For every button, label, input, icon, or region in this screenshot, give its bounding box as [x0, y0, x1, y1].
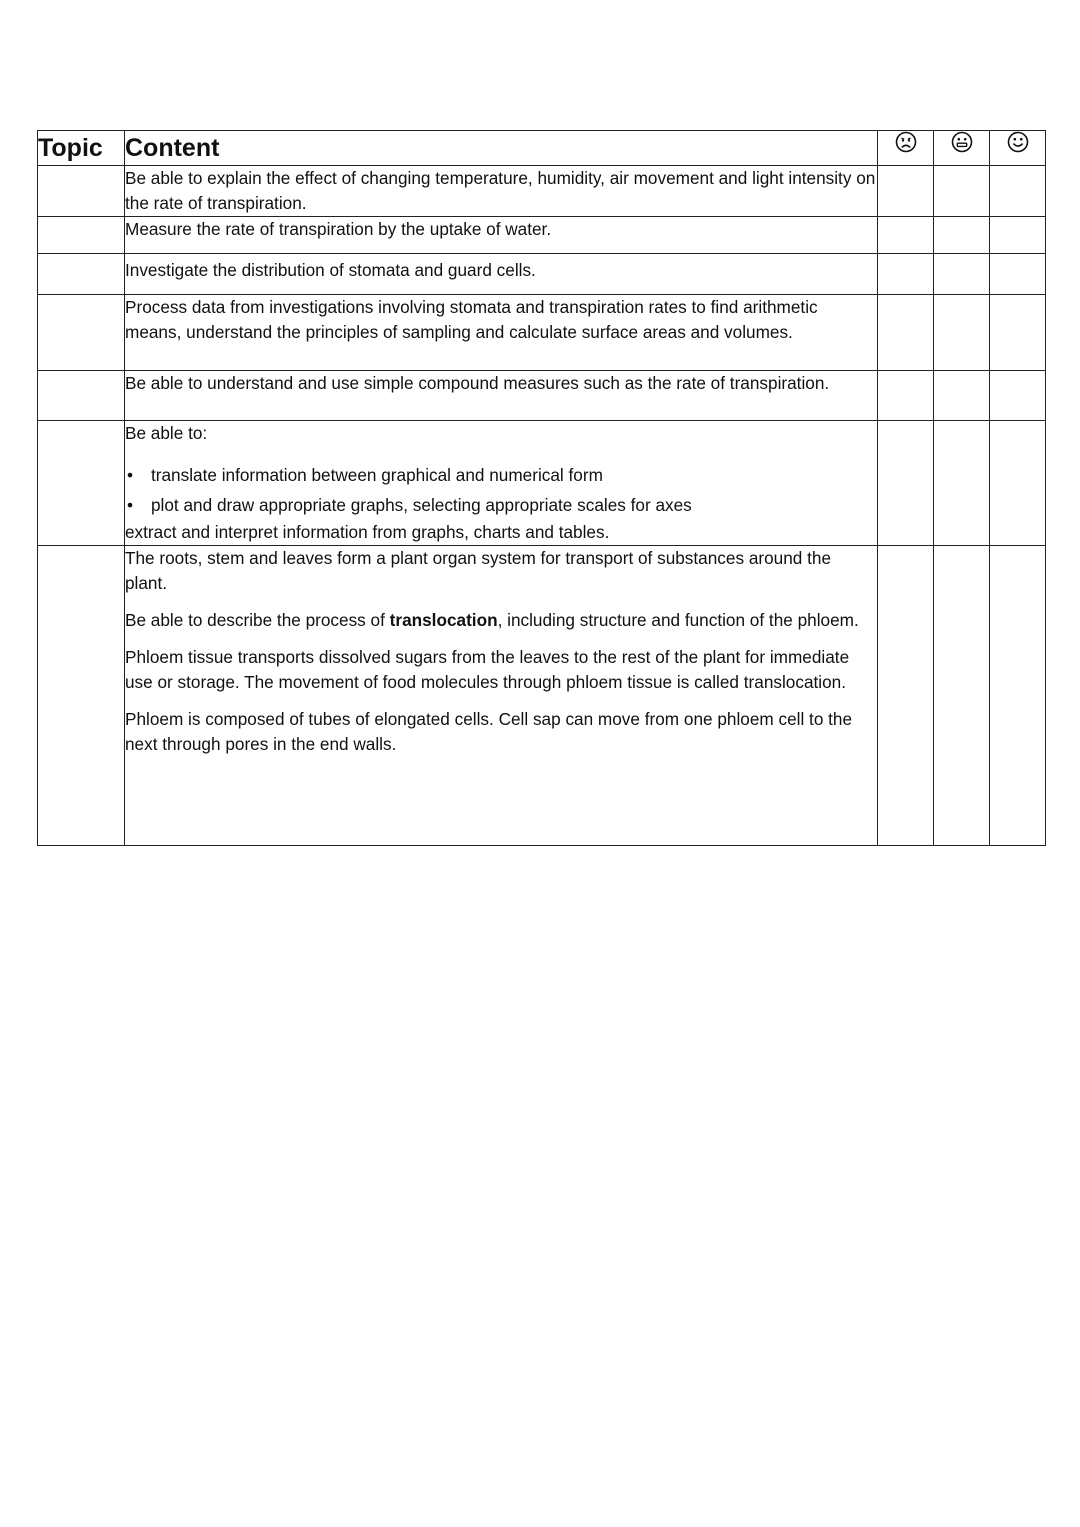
happy-rating-cell[interactable] [990, 166, 1046, 217]
happy-face-header [990, 131, 1046, 166]
bullet-list [125, 460, 877, 520]
sad-rating-cell[interactable] [878, 295, 934, 371]
list-item: • plot and draw appropriate graphs, selecting appropriate scales for axes [125, 490, 877, 520]
content-cell [125, 217, 878, 254]
neutral-rating-cell[interactable] [934, 217, 990, 254]
neutral-face-icon [951, 131, 973, 153]
neutral-rating-cell[interactable] [934, 166, 990, 217]
bold-term: translocation [389, 610, 498, 630]
content-paragraph: Phloem tissue transports dissolved sugars from the leaves to the rest of the plant for immediate use or storage. The movement of food molecules through phloem tissue is called translocation. [125, 647, 850, 692]
content-text: Investigate the distribution of stomata and guard cells. [125, 260, 536, 280]
content-paragraph: The roots, stem and leaves form a plant organ system for transport of substances around the plant. [125, 548, 832, 593]
content-cell [125, 371, 878, 421]
content-cell [125, 421, 878, 546]
content-text: Measure the rate of transpiration by the uptake of water. [125, 219, 552, 239]
table-row [38, 166, 1046, 217]
content-text: Be able to understand and use simple compound measures such as the rate of transpiration. [125, 373, 830, 393]
content-text: Be able to explain the effect of changing temperature, humidity, air movement and light intensity on the rate of transpiration. [125, 168, 876, 213]
sad-rating-cell[interactable] [878, 421, 934, 546]
table-row [38, 295, 1046, 371]
content-text: Process data from investigations involving stomata and transpiration rates to find arithmetic means, understand the principles of sampling and calculate surface areas and volumes. [125, 297, 818, 342]
topic-header: Topic [38, 131, 125, 166]
table-row [38, 217, 1046, 254]
sad-face-header [878, 131, 934, 166]
content-cell [125, 166, 878, 217]
happy-rating-cell[interactable] [990, 421, 1046, 546]
table-row [38, 421, 1046, 546]
happy-rating-cell[interactable] [990, 295, 1046, 371]
neutral-rating-cell[interactable] [934, 546, 990, 846]
neutral-face-header [934, 131, 990, 166]
content-paragraph [125, 608, 877, 633]
header-row [38, 131, 1046, 166]
happy-rating-cell[interactable] [990, 546, 1046, 846]
sad-rating-cell[interactable] [878, 371, 934, 421]
neutral-rating-cell[interactable] [934, 254, 990, 295]
table-row [38, 546, 1046, 846]
topic-cell [38, 166, 125, 217]
happy-rating-cell[interactable] [990, 254, 1046, 295]
topic-cell [38, 254, 125, 295]
neutral-rating-cell[interactable] [934, 371, 990, 421]
list-item: • translate information between graphical and numerical form [125, 460, 877, 490]
neutral-rating-cell[interactable] [934, 295, 990, 371]
paragraph-text: Be able to describe the process of [125, 610, 390, 630]
sad-rating-cell[interactable] [878, 217, 934, 254]
content-cell [125, 546, 878, 846]
table-row [38, 254, 1046, 295]
sad-face-icon [895, 131, 917, 153]
neutral-rating-cell[interactable] [934, 421, 990, 546]
content-paragraph: Phloem is composed of tubes of elongated cells. Cell sap can move from one phloem cell to the next through pores in the end walls. [125, 709, 853, 754]
content-cell [125, 295, 878, 371]
happy-rating-cell[interactable] [990, 371, 1046, 421]
content-intro: Be able to: [125, 423, 208, 443]
topic-checklist-table [37, 130, 1046, 846]
content-text: extract and interpret information from graphs, charts and tables. [125, 522, 610, 542]
happy-rating-cell[interactable] [990, 217, 1046, 254]
topic-cell [38, 295, 125, 371]
content-header: Content [125, 131, 878, 166]
topic-cell [38, 217, 125, 254]
sad-rating-cell[interactable] [878, 166, 934, 217]
content-cell [125, 254, 878, 295]
sad-rating-cell[interactable] [878, 254, 934, 295]
sad-rating-cell[interactable] [878, 546, 934, 846]
table-row [38, 371, 1046, 421]
topic-cell [38, 546, 125, 846]
topic-cell [38, 371, 125, 421]
topic-cell [38, 421, 125, 546]
paragraph-text: , including structure and function of the phloem. [497, 610, 859, 630]
happy-face-icon [1007, 131, 1029, 153]
